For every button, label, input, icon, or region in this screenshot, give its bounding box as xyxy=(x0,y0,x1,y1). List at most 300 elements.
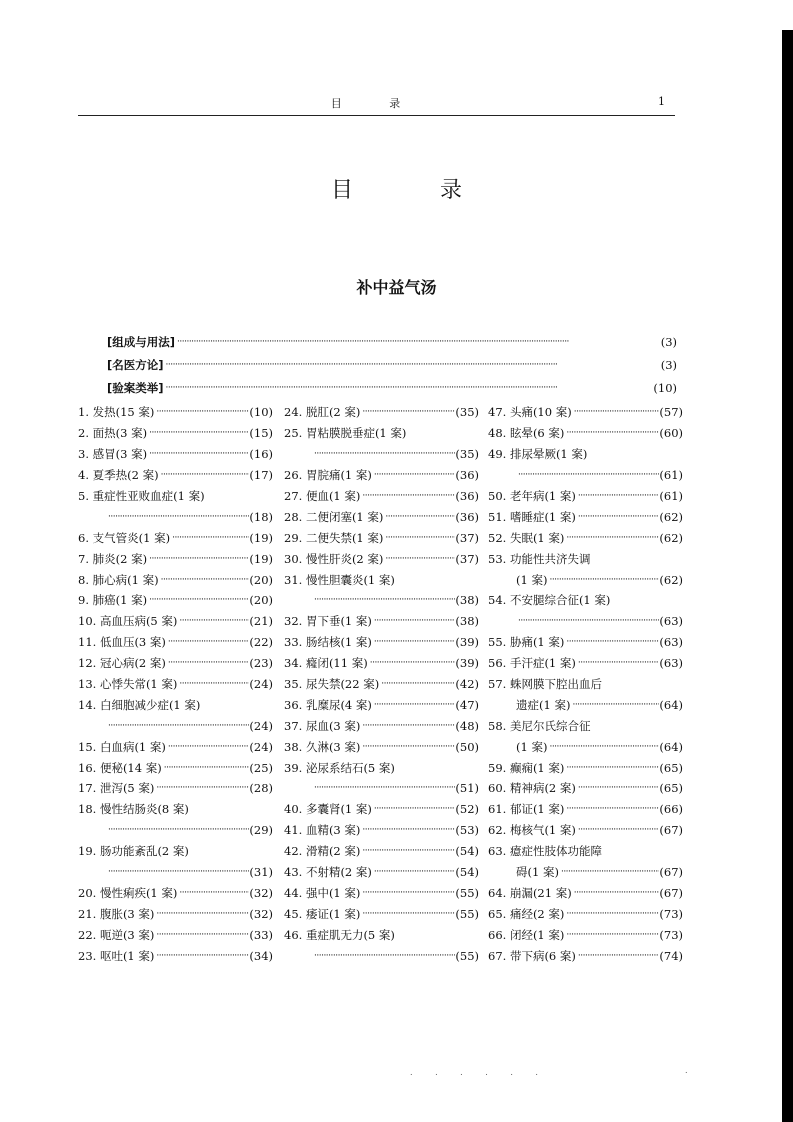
toc-entry-text: 51. 嗜睡症(1 案) xyxy=(488,509,576,524)
toc-entry-page: (65) xyxy=(659,760,683,775)
leader-dots xyxy=(154,783,249,793)
leader-dots xyxy=(360,721,455,731)
leader-dots xyxy=(379,679,455,689)
leader-dots xyxy=(576,951,660,961)
toc-entry[interactable] xyxy=(284,799,479,820)
toc-entry-text: 17. 泄泻(5 案) xyxy=(78,781,155,796)
toc-entry-page: (63) xyxy=(659,656,683,671)
toc-entry-page: (55) xyxy=(455,906,479,921)
toc-entry[interactable] xyxy=(488,527,683,548)
toc-entry[interactable] xyxy=(78,736,273,757)
toc-entry-page: (36) xyxy=(455,489,479,503)
toc-entry-page: (51) xyxy=(455,781,479,796)
toc-entry[interactable] xyxy=(78,465,273,486)
toc-entry-page: (63) xyxy=(659,635,683,650)
toc-entry-text: 18. 慢性结肠炎(8 案) xyxy=(78,802,189,817)
leader-dots xyxy=(576,658,660,668)
toc-entry[interactable] xyxy=(488,486,683,507)
toc-entry-text: 36. 乳糜尿(4 案) xyxy=(284,697,372,712)
toc-entry[interactable] xyxy=(488,757,683,778)
leader-dots xyxy=(312,595,455,605)
toc-entry-text: 59. 癫痫(1 案) xyxy=(488,760,565,775)
leader-dots xyxy=(177,616,249,626)
toc-entry-page: (61) xyxy=(659,489,683,503)
toc-entry-page: (74) xyxy=(659,948,683,963)
header-title: 目 录 xyxy=(330,97,423,110)
toc-entry-text: 22. 呃逆(3 案) xyxy=(78,927,155,942)
scan-marks: . . . . . . xyxy=(410,1068,548,1077)
toc-entry-text: 遗症(1 案) xyxy=(516,697,571,712)
toc-entry[interactable] xyxy=(488,465,683,486)
toc-entry-text: 56. 手汗症(1 案) xyxy=(488,656,576,671)
toc-entry[interactable] xyxy=(284,694,479,715)
toc-entry-text: 28. 二便闭塞(1 案) xyxy=(284,509,384,524)
toc-entry-page: (24) xyxy=(249,739,273,754)
toc-entry-text: 10. 高血压病(5 案) xyxy=(78,614,178,629)
leader-dots xyxy=(106,825,249,835)
toc-entry-page: (24) xyxy=(249,718,273,733)
leader-dots xyxy=(516,470,659,480)
toc-entry-text: 65. 痛经(2 案) xyxy=(488,906,565,921)
toc-entry[interactable] xyxy=(488,715,683,736)
toc-entry-page: (21) xyxy=(249,614,273,629)
toc-entry-text: 45. 痿证(1 案) xyxy=(284,906,361,921)
toc-entry-page: (34) xyxy=(249,948,273,963)
toc-entry-text: 6. 支气管炎(1 案) xyxy=(78,530,171,545)
toc-entry-page: (73) xyxy=(659,927,683,942)
toc-entry-text: 48. 眩晕(6 案) xyxy=(488,426,565,441)
meta-entry-page: (10) xyxy=(653,381,677,395)
toc-entry-text: 26. 胃脘痛(1 案) xyxy=(284,468,372,483)
toc-entry-page: (19) xyxy=(249,551,273,566)
toc-entry[interactable] xyxy=(284,506,479,527)
toc-entry-page: (29) xyxy=(249,823,273,838)
leader-dots xyxy=(564,533,659,543)
toc-entry[interactable] xyxy=(488,694,683,715)
toc-entry-page: (39) xyxy=(455,656,479,671)
toc-entry-text: 25. 胃粘膜脱垂症(1 案) xyxy=(284,426,407,441)
toc-entry-text: (1 案) xyxy=(516,739,548,754)
leader-dots xyxy=(106,512,249,522)
toc-entry[interactable] xyxy=(284,715,479,736)
toc-entry-page: (33) xyxy=(249,927,273,942)
toc-entry[interactable] xyxy=(78,527,273,548)
toc-entry-page: (62) xyxy=(659,572,683,587)
toc-entry[interactable] xyxy=(78,757,273,778)
leader-dots xyxy=(166,637,250,647)
toc-entry[interactable] xyxy=(284,882,479,903)
toc-entry[interactable] xyxy=(284,548,479,569)
leader-dots xyxy=(383,533,455,543)
toc-entry[interactable] xyxy=(284,924,479,945)
toc-entry[interactable] xyxy=(78,820,273,841)
toc-entry[interactable] xyxy=(284,423,479,444)
leader-dots xyxy=(360,491,455,501)
toc-entry-page: (54) xyxy=(455,844,479,859)
toc-entry[interactable] xyxy=(284,757,479,778)
toc-entry-page: (36) xyxy=(455,509,479,524)
toc-entry-page: (53) xyxy=(455,823,479,838)
toc-entry-text: (1 案) xyxy=(516,572,548,587)
leader-dots xyxy=(372,470,456,480)
toc-entry-page: (36) xyxy=(455,468,479,483)
toc-entry-page: (23) xyxy=(249,656,273,671)
toc-entry-page: (48) xyxy=(455,718,479,733)
toc-entry-text: 2. 面热(3 案) xyxy=(78,426,148,441)
leader-dots xyxy=(564,909,659,919)
toc-entry-text: 63. 癔症性肢体功能障 xyxy=(488,844,602,859)
toc-entry-text: 37. 尿血(3 案) xyxy=(284,718,361,733)
toc-entry[interactable] xyxy=(78,402,273,423)
leader-dots xyxy=(360,909,455,919)
toc-entry[interactable] xyxy=(284,820,479,841)
leader-dots xyxy=(147,449,249,459)
toc-entry-page: (35) xyxy=(455,447,479,462)
toc-column-3 xyxy=(488,402,683,966)
toc-entry-page: (25) xyxy=(249,760,273,775)
toc-entry[interactable] xyxy=(78,444,273,465)
toc-entry[interactable] xyxy=(78,674,273,695)
toc-entry[interactable] xyxy=(78,653,273,674)
toc-entry[interactable] xyxy=(284,674,479,695)
toc-entry[interactable] xyxy=(284,444,479,465)
toc-entry-page: (38) xyxy=(455,614,479,629)
toc-entry[interactable] xyxy=(488,674,683,695)
toc-entry-text: 42. 滑精(2 案) xyxy=(284,844,361,859)
leader-dots xyxy=(312,951,455,961)
toc-entry[interactable] xyxy=(488,548,683,569)
toc-entry-text: 52. 失眠(1 案) xyxy=(488,530,565,545)
toc-entry[interactable] xyxy=(78,945,273,966)
leader-dots xyxy=(147,428,249,438)
toc-entry-text: 35. 尿失禁(22 案) xyxy=(284,677,380,692)
toc-entry-text: 47. 头痛(10 案) xyxy=(488,405,572,420)
toc-entry-text: 64. 崩漏(21 案) xyxy=(488,885,572,900)
toc-entry-page: (32) xyxy=(249,885,273,900)
toc-entry-text: 50. 老年病(1 案) xyxy=(488,489,576,503)
toc-entry[interactable] xyxy=(488,569,683,590)
toc-entry-text: 38. 久淋(3 案) xyxy=(284,739,361,754)
toc-entry-text: 9. 肺癌(1 案) xyxy=(78,593,148,608)
leader-dots xyxy=(106,867,249,877)
toc-entry-text: 20. 慢性痢疾(1 案) xyxy=(78,885,178,900)
toc-entry[interactable] xyxy=(78,882,273,903)
leader-dots xyxy=(372,637,456,647)
meta-entry[interactable] xyxy=(107,333,677,351)
meta-entry[interactable] xyxy=(107,356,677,374)
toc-entry-page: (22) xyxy=(249,635,273,650)
toc-entry-page: (20) xyxy=(249,572,273,587)
toc-entry-text: 41. 血精(3 案) xyxy=(284,823,361,838)
toc-entry[interactable] xyxy=(284,778,479,799)
toc-entry-page: (64) xyxy=(659,739,683,754)
toc-entry-page: (19) xyxy=(249,530,273,545)
meta-entry-label: [组成与用法] xyxy=(107,335,176,349)
leader-dots xyxy=(159,575,250,585)
toc-entry-page: (67) xyxy=(659,885,683,900)
leader-dots xyxy=(564,637,659,647)
leader-dots xyxy=(564,428,659,438)
toc-entry-page: (57) xyxy=(659,405,683,420)
toc-entry[interactable] xyxy=(78,694,273,715)
leader-dots xyxy=(154,909,249,919)
toc-entry[interactable] xyxy=(78,611,273,632)
toc-entry[interactable] xyxy=(284,465,479,486)
toc-entry[interactable] xyxy=(488,611,683,632)
toc-entry[interactable] xyxy=(78,903,273,924)
toc-entry-page: (65) xyxy=(659,781,683,796)
leader-dots xyxy=(159,470,250,480)
toc-entry-text: 40. 多囊肾(1 案) xyxy=(284,802,372,817)
toc-entry-text: 21. 腹胀(3 案) xyxy=(78,906,155,921)
meta-entry[interactable] xyxy=(107,379,677,397)
leader-dots xyxy=(154,930,249,940)
toc-entry-text: 13. 心悸失常(1 案) xyxy=(78,677,178,692)
toc-entry[interactable] xyxy=(78,799,273,820)
leader-dots xyxy=(154,407,249,417)
page-title: 目 录 xyxy=(331,178,502,203)
toc-entry-page: (55) xyxy=(455,885,479,900)
leader-dots xyxy=(576,491,660,501)
leader-dots xyxy=(383,512,455,522)
toc-entry[interactable] xyxy=(284,486,479,507)
scan-speck: . xyxy=(685,1066,688,1075)
toc-entry-page: (61) xyxy=(659,468,683,483)
toc-entry-page: (35) xyxy=(455,405,479,420)
toc-entry[interactable] xyxy=(78,778,273,799)
toc-entry[interactable] xyxy=(78,590,273,611)
toc-entry[interactable] xyxy=(284,862,479,883)
toc-entry[interactable] xyxy=(284,632,479,653)
toc-entry-text: 34. 癃闭(11 案) xyxy=(284,656,368,671)
toc-entry-text: 16. 便秘(14 案) xyxy=(78,760,162,775)
toc-entry-text: 53. 功能性共济失调 xyxy=(488,551,591,566)
leader-dots xyxy=(177,888,249,898)
leader-dots xyxy=(372,700,456,710)
toc-entry[interactable] xyxy=(284,402,479,423)
leader-dots xyxy=(547,742,659,752)
toc-entry[interactable] xyxy=(78,924,273,945)
toc-entry-text: 11. 低血压(3 案) xyxy=(78,635,166,650)
leader-dots xyxy=(162,763,250,773)
toc-entry-text: 12. 冠心病(2 案) xyxy=(78,656,166,671)
leader-dots xyxy=(572,888,660,898)
toc-entry[interactable] xyxy=(284,653,479,674)
toc-entry[interactable] xyxy=(488,799,683,820)
leader-dots xyxy=(383,554,455,564)
page-number: 1 xyxy=(658,95,665,108)
meta-entry-page: (3) xyxy=(660,335,677,349)
leader-dots xyxy=(576,825,660,835)
toc-entry-page: (17) xyxy=(249,468,273,483)
leader-dots xyxy=(564,804,659,814)
toc-entry-text: 44. 强中(1 案) xyxy=(284,885,361,900)
toc-entry-text: 55. 胁痛(1 案) xyxy=(488,635,565,650)
toc-entry-page: (55) xyxy=(455,948,479,963)
toc-entry-page: (18) xyxy=(249,509,273,524)
leader-dots xyxy=(147,595,249,605)
leader-dots xyxy=(360,825,455,835)
toc-entry-text: 27. 便血(1 案) xyxy=(284,489,361,503)
toc-entry[interactable] xyxy=(78,569,273,590)
toc-entry[interactable] xyxy=(78,486,273,507)
toc-entry-page: (67) xyxy=(659,823,683,838)
toc-entry-page: (37) xyxy=(455,530,479,545)
toc-entry[interactable] xyxy=(488,423,683,444)
toc-entry-page: (42) xyxy=(455,677,479,692)
toc-entry-page: (50) xyxy=(455,739,479,754)
toc-entry[interactable] xyxy=(488,841,683,862)
toc-entry[interactable] xyxy=(488,736,683,757)
toc-entry-page: (24) xyxy=(249,677,273,692)
toc-entry-text: 60. 精神病(2 案) xyxy=(488,781,576,796)
toc-entry-page: (62) xyxy=(659,509,683,524)
leader-dots xyxy=(312,449,455,459)
leader-dots xyxy=(166,742,250,752)
toc-entry-text: 62. 梅核气(1 案) xyxy=(488,823,576,838)
toc-entry-page: (10) xyxy=(249,405,273,420)
toc-column-2 xyxy=(284,402,479,966)
toc-entry-page: (63) xyxy=(659,614,683,629)
toc-entry-page: (67) xyxy=(659,865,683,880)
leader-dots xyxy=(360,846,455,856)
leader-dots xyxy=(564,763,659,773)
toc-entry[interactable] xyxy=(284,903,479,924)
toc-entry-page: (60) xyxy=(659,426,683,441)
toc-entry[interactable] xyxy=(488,653,683,674)
toc-entry-text: 4. 夏季热(2 案) xyxy=(78,468,159,483)
leader-dots xyxy=(360,407,455,417)
toc-entry-page: (28) xyxy=(249,781,273,796)
toc-entry-text: 58. 美尼尔氏综合征 xyxy=(488,718,591,733)
leader-dots xyxy=(360,888,455,898)
toc-entry[interactable] xyxy=(284,527,479,548)
toc-entry[interactable] xyxy=(284,569,479,590)
leader-dots xyxy=(559,867,659,877)
toc-entry[interactable] xyxy=(284,590,479,611)
leader-dots xyxy=(154,951,249,961)
toc-entry-page: (38) xyxy=(455,593,479,608)
toc-entry[interactable] xyxy=(78,632,273,653)
leader-dots xyxy=(564,930,659,940)
leader-dots xyxy=(177,679,249,689)
leader-dots xyxy=(576,783,660,793)
toc-entry-text: 8. 肺心病(1 案) xyxy=(78,572,159,587)
toc-entry-page: (73) xyxy=(659,906,683,921)
toc-entry-text: 30. 慢性肝炎(2 案) xyxy=(284,551,384,566)
leader-dots xyxy=(147,554,249,564)
toc-entry-text: 54. 不安腿综合征(1 案) xyxy=(488,593,611,608)
toc-entry-text: 46. 重症肌无力(5 案) xyxy=(284,927,395,942)
toc-entry[interactable] xyxy=(488,862,683,883)
toc-entry-page: (32) xyxy=(249,906,273,921)
toc-entry-text: 1. 发热(15 案) xyxy=(78,405,155,420)
leader-dots xyxy=(570,700,659,710)
toc-entry-text: 7. 肺炎(2 案) xyxy=(78,551,148,566)
leader-dots xyxy=(170,533,249,543)
toc-entry-text: 3. 感冒(3 案) xyxy=(78,447,148,462)
toc-entry-page: (16) xyxy=(249,447,273,462)
leader-dots xyxy=(360,742,455,752)
running-header xyxy=(78,95,675,116)
leader-dots xyxy=(547,575,659,585)
leader-dots xyxy=(312,783,455,793)
section-title: 补中益气汤 xyxy=(356,278,437,297)
toc-entry-page: (39) xyxy=(455,635,479,650)
leader-dots xyxy=(166,658,250,668)
toc-entry[interactable] xyxy=(488,903,683,924)
toc-entry[interactable] xyxy=(78,841,273,862)
toc-entry[interactable] xyxy=(488,632,683,653)
toc-entry[interactable] xyxy=(488,506,683,527)
toc-entry-page: (15) xyxy=(249,426,273,441)
toc-entry-page: (52) xyxy=(455,802,479,817)
toc-entry[interactable] xyxy=(488,945,683,966)
leader-dots xyxy=(372,804,456,814)
leader-dots xyxy=(164,360,661,370)
toc-entry[interactable] xyxy=(488,820,683,841)
meta-entry-label: [验案类举] xyxy=(107,381,164,395)
toc-entry-text: 33. 肠结核(1 案) xyxy=(284,635,372,650)
toc-entry-text: 5. 重症性亚败血症(1 案) xyxy=(78,489,205,503)
leader-dots xyxy=(372,616,456,626)
toc-entry[interactable] xyxy=(78,715,273,736)
toc-entry[interactable] xyxy=(488,444,683,465)
toc-entry-page: (47) xyxy=(455,697,479,712)
toc-entry[interactable] xyxy=(78,862,273,883)
toc-entry-text: 14. 白细胞减少症(1 案) xyxy=(78,697,201,712)
toc-entry-page: (64) xyxy=(659,697,683,712)
toc-entry-page: (66) xyxy=(659,802,683,817)
toc-entry-page: (37) xyxy=(455,551,479,566)
toc-entry-text: 43. 不射精(2 案) xyxy=(284,865,372,880)
toc-entry[interactable] xyxy=(78,506,273,527)
toc-entry[interactable] xyxy=(488,402,683,423)
leader-dots xyxy=(572,407,660,417)
leader-dots xyxy=(372,867,456,877)
leader-dots xyxy=(175,337,661,347)
toc-column-1 xyxy=(78,402,273,966)
toc-entry-page: (20) xyxy=(249,593,273,608)
toc-entry-text: 32. 胃下垂(1 案) xyxy=(284,614,372,629)
toc-entry-text: 碍(1 案) xyxy=(516,865,559,880)
toc-entry-text: 24. 脱肛(2 案) xyxy=(284,405,361,420)
toc-entry[interactable] xyxy=(78,423,273,444)
toc-entry-page: (31) xyxy=(249,865,273,880)
meta-entry-label: [名医方论] xyxy=(107,358,164,372)
toc-entry-text: 67. 带下病(6 案) xyxy=(488,948,576,963)
toc-entry[interactable] xyxy=(284,841,479,862)
toc-entry-text: 19. 肠功能紊乱(2 案) xyxy=(78,844,189,859)
toc-entry-text: 66. 闭经(1 案) xyxy=(488,927,565,942)
toc-entry[interactable] xyxy=(488,778,683,799)
toc-entry[interactable] xyxy=(284,736,479,757)
toc-entry[interactable] xyxy=(284,611,479,632)
toc-entry-text: 29. 二便失禁(1 案) xyxy=(284,530,384,545)
toc-entry-text: 39. 泌尿系结石(5 案) xyxy=(284,760,395,775)
toc-entry[interactable] xyxy=(488,882,683,903)
toc-entry-text: 61. 郁证(1 案) xyxy=(488,802,565,817)
toc-entry[interactable] xyxy=(488,924,683,945)
toc-entry-text: 49. 排尿晕厥(1 案) xyxy=(488,447,588,462)
toc-entry[interactable] xyxy=(78,548,273,569)
toc-entry-text: 15. 白血病(1 案) xyxy=(78,739,166,754)
toc-entry[interactable] xyxy=(488,590,683,611)
meta-entry-page: (3) xyxy=(660,358,677,372)
toc-entry[interactable] xyxy=(284,945,479,966)
leader-dots xyxy=(164,383,654,393)
toc-entry-page: (62) xyxy=(659,530,683,545)
